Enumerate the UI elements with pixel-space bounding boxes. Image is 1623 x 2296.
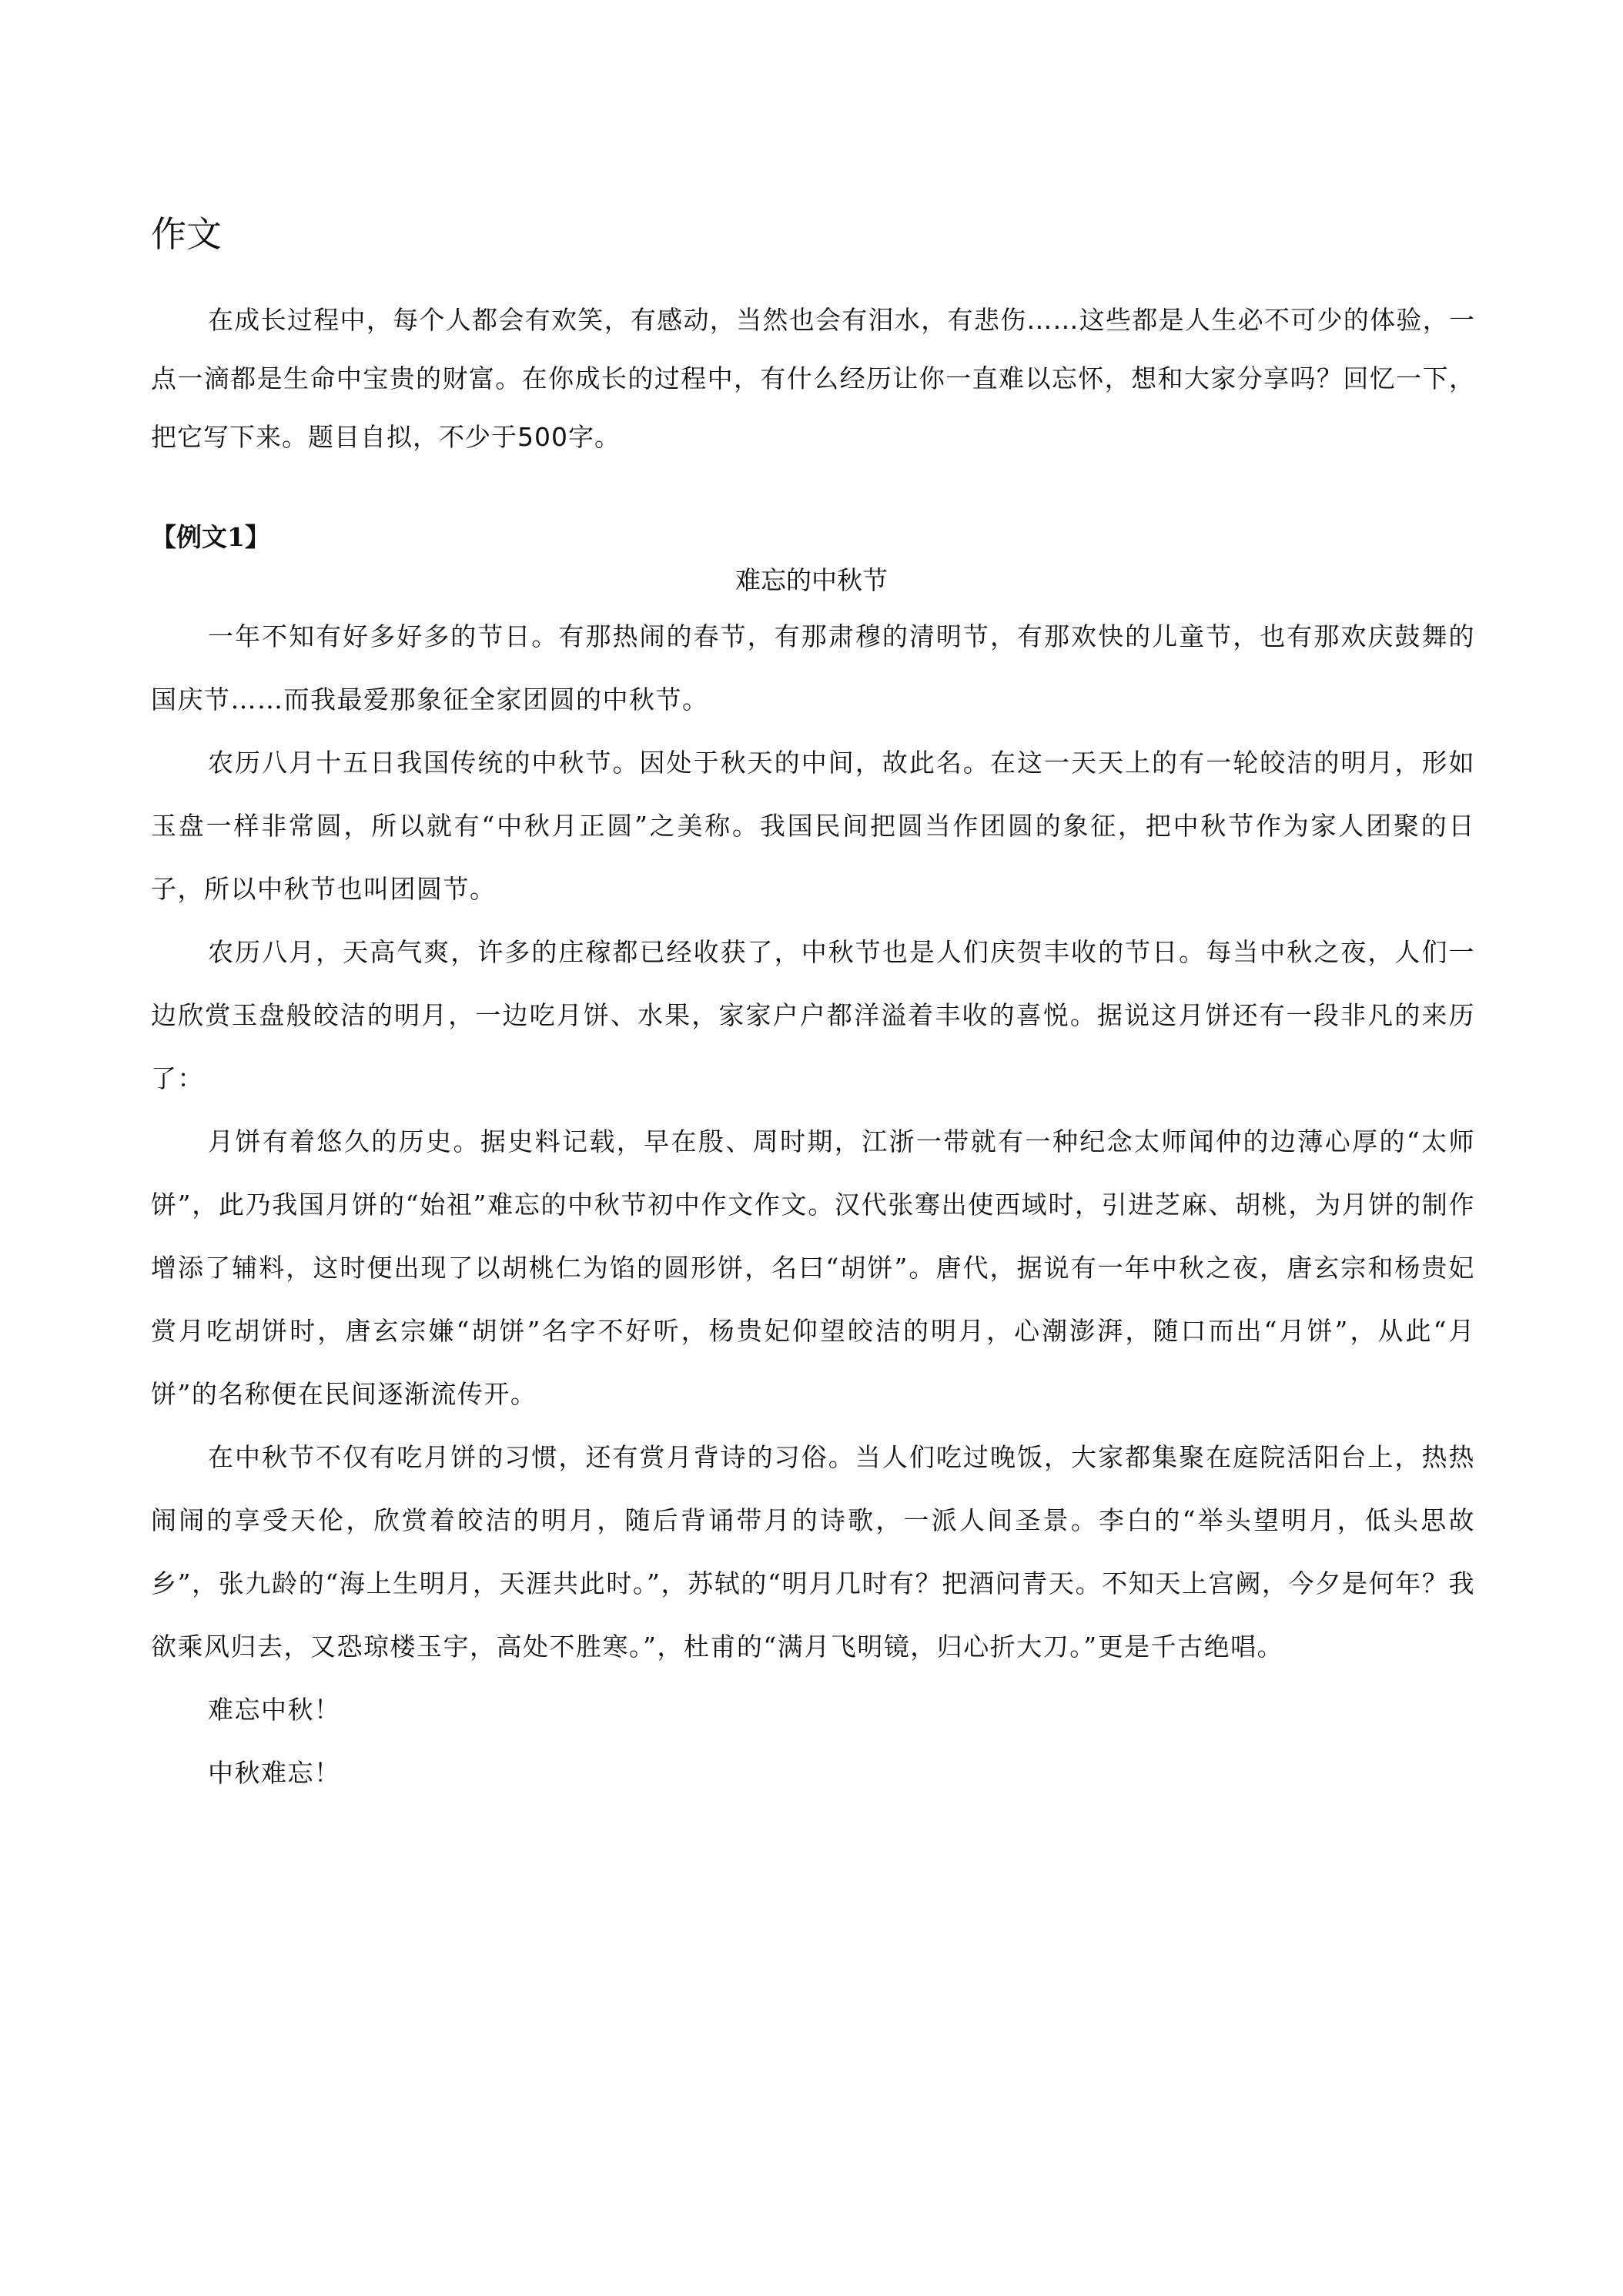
essay-body bbox=[151, 605, 1475, 1805]
essay-prompt: 在成长过程中，每个人都会有欢笑，有感动，当然也会有泪水，有悲伤……这些都是人生必不可少的体验，一点一滴都是生命中宝贵的财富。在你成长的过程中，有什么经历让你一直难以忘怀，想和大家分享吗？回忆一下，把它写下来。题目自拟，不少于500字。 bbox=[151, 305, 1475, 452]
essay-title: 难忘的中秋节 bbox=[735, 565, 888, 595]
example-label: 【例文1】 bbox=[151, 522, 270, 552]
essay-paragraph: 农历八月十五日我国传统的中秋节。因处于秋天的中间，故此名。在这一天天上的有一轮皎洁的明月，形如玉盘一样非常圆，所以就有“中秋月正圆”之美称。我国民间把圆当作团圆的象征，把中秋节作为家人团聚的日子，所以中秋节也叫团圆节。 bbox=[151, 748, 1475, 904]
essay-paragraph: 一年不知有好多好多的节日。有那热闹的春节，有那肃穆的清明节，有那欢快的儿童节，也有那欢庆鼓舞的国庆节……而我最爱那象征全家团圆的中秋节。 bbox=[151, 621, 1475, 715]
essay-closing-line: 中秋难忘！ bbox=[208, 1758, 341, 1788]
essay-closing-line: 难忘中秋！ bbox=[208, 1695, 341, 1725]
essay-paragraph: 月饼有着悠久的历史。据史料记载，早在殷、周时期，江浙一带就有一种纪念太师闻仲的边薄心厚的“太师饼”，此乃我国月饼的“始祖”难忘的中秋节初中作文作文。汉代张骞出使西域时，引进芝麻、胡桃，为月饼的制作增添了辅料，这时便出现了以胡桃仁为馅的圆形饼，名曰“胡饼”。唐代，据说有一年中秋之夜，唐玄宗和杨贵妃赏月吃胡饼时，唐玄宗嫌“胡饼”名字不好听，杨贵妃仰望皎洁的明月，心潮澎湃，随口而出“月饼”，从此“月饼”的名称便在民间逐渐流传开。 bbox=[151, 1126, 1475, 1409]
section-heading: 作文 bbox=[151, 213, 222, 255]
essay-paragraph: 农历八月，天高气爽，许多的庄稼都已经收获了，中秋节也是人们庆贺丰收的节日。每当中秋之夜，人们一边欣赏玉盘般皎洁的明月，一边吃月饼、水果，家家户户都洋溢着丰收的喜悦。据说这月饼还有一段非凡的来历了： bbox=[151, 937, 1475, 1093]
essay-paragraph: 在中秋节不仅有吃月饼的习惯，还有赏月背诗的习俗。当人们吃过晚饭，大家都集聚在庭院活阳台上，热热闹闹的享受天伦，欣赏着皎洁的明月，随后背诵带月的诗歌，一派人间圣景。李白的“举头望明月，低头思故乡”，张九龄的“海上生明月，天涯共此时。”，苏轼的“明月几时有？把酒问青天。不知天上宫阙，今夕是何年？我欲乘风归去，又恐琼楼玉宇，高处不胜寒。”，杜甫的“满月飞明镜，归心折大刀。”更是千古绝唱。 bbox=[151, 1442, 1475, 1662]
